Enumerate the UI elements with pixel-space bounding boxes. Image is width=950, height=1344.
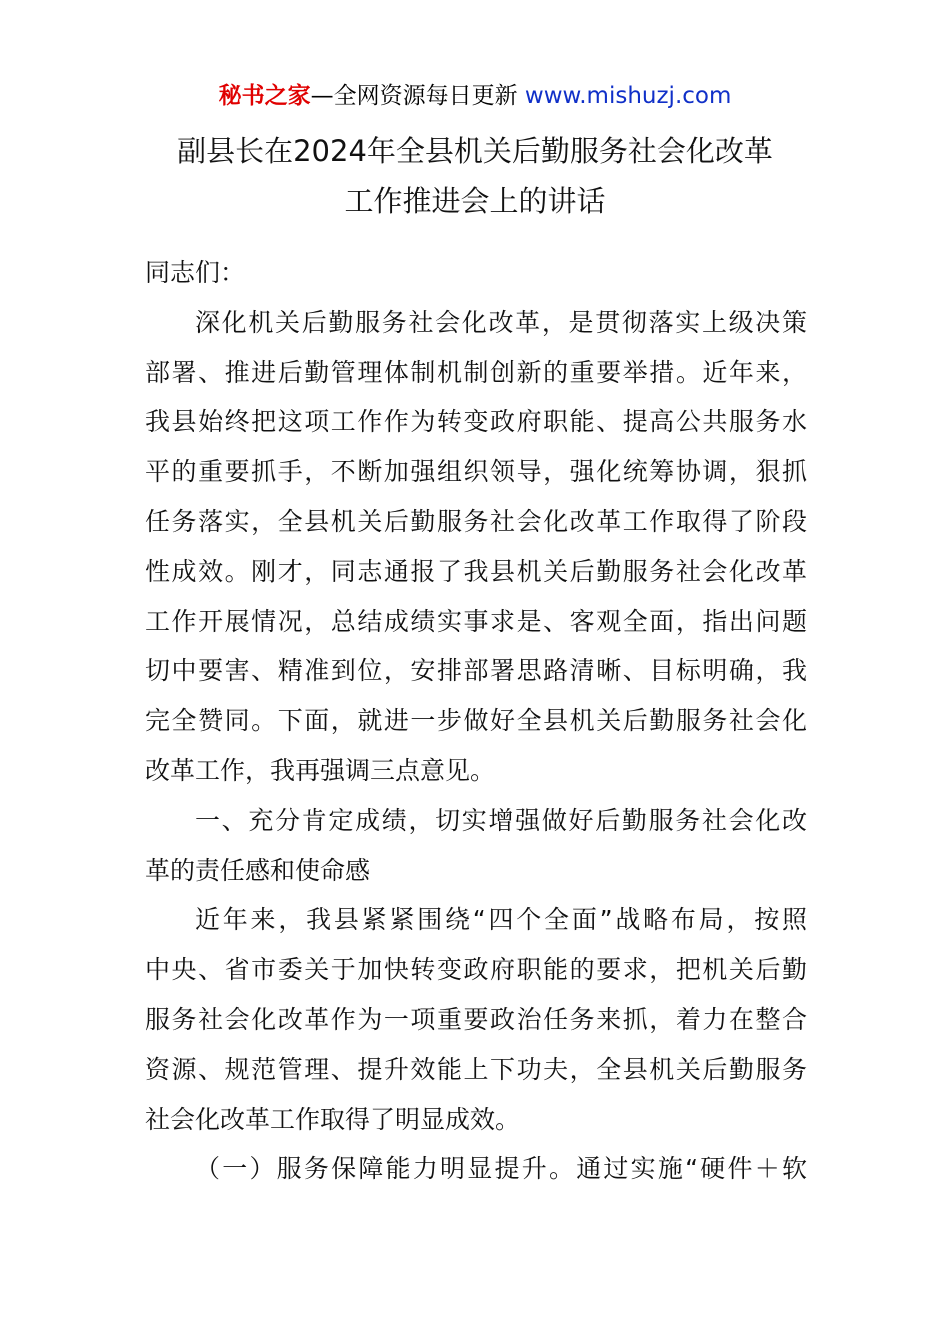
- body-line: 切中要害、精准到位，安排部署思路清晰、目标明确，我: [145, 656, 807, 686]
- body-line: 服务社会化改革作为一项重要政治任务来抓，着力在整合: [145, 1004, 807, 1034]
- body-line: 中央、省市委关于加快转变政府职能的要求，把机关后勤: [145, 955, 807, 985]
- body-line: 资源、规范管理、提升效能上下功夫，全县机关后勤服务: [145, 1054, 807, 1084]
- section-heading: 革的责任感和使命感: [145, 855, 371, 885]
- body-line: 任务落实，全县机关后勤服务社会化改革工作取得了阶段: [145, 506, 807, 536]
- document-body: [145, 248, 807, 1194]
- body-line: 改革工作，我再强调三点意见。: [145, 755, 496, 785]
- body-line: 性成效。刚才，同志通报了我县机关后勤服务社会化改革: [145, 556, 807, 586]
- salutation: 同志们：: [145, 258, 246, 287]
- body-line: 工作开展情况，总结成绩实事求是、客观全面，指出问题: [145, 606, 807, 636]
- document-title: [0, 126, 950, 226]
- brand-name: 秘书之家: [218, 83, 311, 109]
- title-line: 副县长在2024年全县机关后勤服务社会化改革: [177, 134, 773, 168]
- site-url-link[interactable]: www.mishuzj.com: [524, 83, 732, 109]
- subsection-heading: （一）服务保障能力明显提升。通过实施“硬件＋软: [195, 1154, 807, 1184]
- title-line: 工作推进会上的讲话: [344, 184, 606, 218]
- body-line: 我县始终把这项工作作为转变政府职能、提高公共服务水: [145, 407, 807, 437]
- body-line: 部署、推进后勤管理体制机制创新的重要举措。近年来，: [145, 357, 807, 387]
- body-line: 深化机关后勤服务社会化改革，是贯彻落实上级决策: [195, 307, 807, 337]
- banner-tagline: —全网资源每日更新: [310, 83, 525, 109]
- body-line: 完全赞同。下面，就进一步做好全县机关后勤服务社会化: [145, 706, 807, 736]
- body-line: 平的重要抓手，不断加强组织领导，强化统筹协调，狠抓: [145, 457, 807, 487]
- section-heading: 一、充分肯定成绩，切实增强做好后勤服务社会化改: [195, 805, 807, 835]
- site-banner: [0, 80, 950, 112]
- body-line: 社会化改革工作取得了明显成效。: [145, 1104, 521, 1134]
- body-line: 近年来，我县紧紧围绕“四个全面”战略布局，按照: [195, 905, 807, 935]
